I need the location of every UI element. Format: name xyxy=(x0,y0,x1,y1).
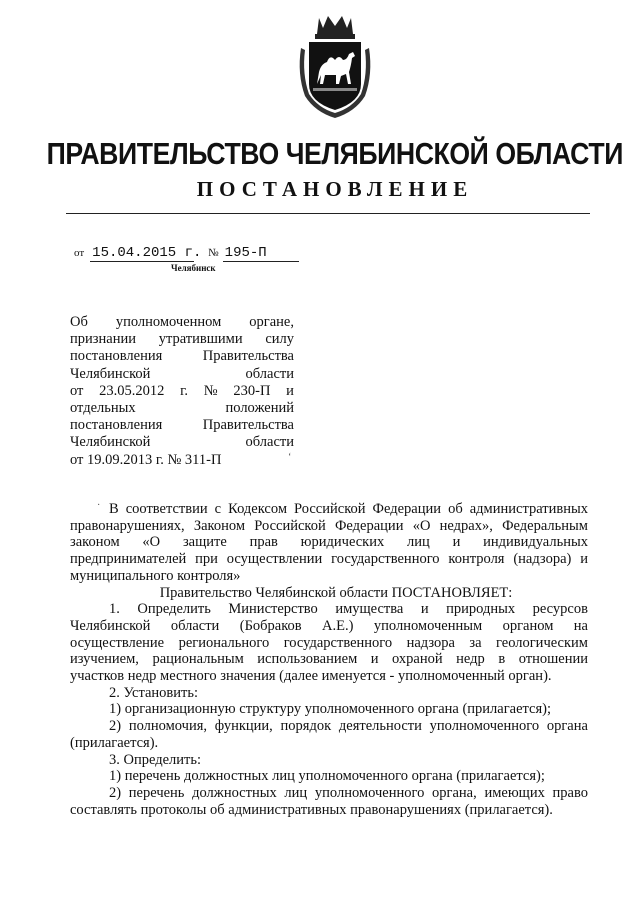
coat-of-arms-emblem xyxy=(295,14,375,120)
word: юридических xyxy=(300,534,385,551)
date-prefix: от xyxy=(74,247,85,259)
text-line xyxy=(70,348,294,365)
word: государственного xyxy=(331,551,440,568)
word: имеющих xyxy=(484,784,545,801)
word: 2) xyxy=(109,784,122,801)
word: отдельных xyxy=(70,399,136,416)
header-divider xyxy=(66,213,590,214)
word: Министерство xyxy=(228,601,318,618)
word: органом xyxy=(502,617,554,634)
word: и xyxy=(370,651,379,668)
word: г. xyxy=(180,382,189,399)
word: защите xyxy=(182,534,227,551)
word: Челябинской xyxy=(70,365,151,382)
word: недрах», xyxy=(439,517,493,534)
text-line xyxy=(70,452,294,469)
word: лиц xyxy=(284,784,308,801)
word: положений xyxy=(225,399,294,416)
text-line xyxy=(109,718,588,735)
word: 1. xyxy=(109,601,120,618)
item-3-1: 1) перечень должностных лиц уполномоченного органа (прилагается); xyxy=(109,768,545,785)
word: соответствии xyxy=(125,501,208,517)
word: на xyxy=(573,617,588,634)
word: уполномоченного xyxy=(429,718,540,735)
word: ресурсов xyxy=(532,601,588,618)
text-line xyxy=(70,417,294,434)
text-line xyxy=(70,434,294,451)
text-line xyxy=(109,785,588,802)
word: перечень xyxy=(128,784,185,801)
word: уполномоченного xyxy=(314,784,425,801)
number-prefix: № xyxy=(208,247,219,259)
word: Челябинской xyxy=(70,434,151,451)
word: «О xyxy=(142,534,161,551)
word: 23.05.2012 xyxy=(99,382,165,399)
word: за xyxy=(469,634,482,651)
word: от 19.09.2013 г. № 311-П xyxy=(70,451,222,468)
word: Правительства xyxy=(202,417,294,434)
margin-mark: ‘ xyxy=(288,452,292,463)
city-label: Челябинск xyxy=(171,263,216,273)
text-line xyxy=(109,501,588,518)
word: Об xyxy=(70,314,88,330)
word: органе, xyxy=(249,314,294,330)
word: 230-П xyxy=(233,382,271,399)
word: законом xyxy=(70,534,120,551)
text-line xyxy=(70,331,294,348)
text-line xyxy=(109,601,588,618)
word: составлять протоколы об административных правонарушениях (прилагается). xyxy=(70,801,553,818)
word: полномочия, xyxy=(128,718,208,735)
word: осуществлении xyxy=(226,551,323,568)
word: рациональным xyxy=(152,651,244,668)
word: (надзора) xyxy=(513,551,572,568)
government-title: ПРАВИТЕЛЬСТВО ЧЕЛЯБИНСКОЙ ОБЛАСТИ xyxy=(46,136,623,171)
text-line xyxy=(70,568,588,585)
word: административных xyxy=(469,501,588,517)
word: надзора xyxy=(406,634,455,651)
word: области xyxy=(170,617,220,634)
resolves-line: Правительство Челябинской области ПОСТАНОВЛЯЕТ: xyxy=(159,584,513,601)
word: области xyxy=(245,365,294,382)
preamble xyxy=(70,501,588,585)
document-type: ПОСТАНОВЛЕНИЕ xyxy=(196,177,474,201)
text-line xyxy=(70,366,294,383)
word: утратившими xyxy=(158,331,243,348)
text-line xyxy=(70,383,294,400)
word: отношении xyxy=(518,651,588,668)
text-line xyxy=(70,534,588,551)
word: признании xyxy=(70,331,136,348)
word: Законом xyxy=(193,517,246,534)
word: лиц xyxy=(407,534,430,551)
word: Российской xyxy=(254,517,326,534)
word: деятельности xyxy=(338,718,422,735)
word: в xyxy=(498,651,506,668)
word: (Бобраков xyxy=(239,617,302,634)
word: уполномоченном xyxy=(115,314,222,330)
item-1 xyxy=(70,601,588,685)
registration-line xyxy=(74,245,299,262)
word: геологическим xyxy=(496,634,588,651)
word: А.Е.) xyxy=(322,617,354,634)
word: 2) xyxy=(109,718,122,735)
word: от xyxy=(70,382,84,399)
word: регионального xyxy=(178,634,270,651)
word: Российской xyxy=(294,501,366,517)
word: с xyxy=(214,501,222,517)
word: об xyxy=(448,501,463,517)
word: В xyxy=(109,501,119,517)
word: уполномоченным xyxy=(373,617,483,634)
document-subject xyxy=(70,314,294,469)
word: функции, xyxy=(214,718,273,735)
word: недр xyxy=(456,651,485,668)
text-line xyxy=(70,314,294,331)
word: использованием xyxy=(257,651,358,668)
word: осуществление xyxy=(70,634,165,651)
word: предпринимателей xyxy=(70,551,187,568)
word: органа, xyxy=(432,784,477,801)
item-3-heading: 3. Определить: xyxy=(109,751,202,768)
word: имущества xyxy=(335,601,404,618)
document-number: 195-П xyxy=(223,245,299,262)
item-3-2 xyxy=(70,785,588,818)
word: № xyxy=(203,382,218,399)
word: правонарушениях, xyxy=(70,517,185,534)
word: контроля xyxy=(448,551,505,568)
word: Правительства xyxy=(202,348,294,365)
word: и xyxy=(420,601,429,618)
word: (прилагается). xyxy=(70,734,159,751)
word: и xyxy=(452,534,461,551)
text-line xyxy=(70,518,588,535)
word: Определить xyxy=(137,601,211,618)
margin-mark: · xyxy=(97,500,101,511)
text-line xyxy=(70,651,588,668)
word: органа xyxy=(546,718,588,735)
item-2-heading: 2. Установить: xyxy=(109,684,199,701)
word: Кодексом xyxy=(228,501,288,517)
document-date: 15.04.2015 г. xyxy=(92,245,202,261)
word: Челябинской xyxy=(70,617,151,634)
item-2-1: 1) организационную структуру уполномоченного органа (прилагается); xyxy=(109,701,552,718)
word: области xyxy=(245,434,294,451)
text-line xyxy=(70,618,588,635)
text-line xyxy=(70,802,588,819)
text-line xyxy=(70,668,588,685)
word: изучением, xyxy=(70,651,139,668)
word: охраной xyxy=(392,651,443,668)
text-line xyxy=(70,735,588,752)
word: силу xyxy=(265,331,294,348)
word: государственного xyxy=(283,634,393,651)
document-body xyxy=(70,501,588,818)
word: должностных xyxy=(192,784,277,801)
word: Федеральным xyxy=(502,517,588,534)
word: и xyxy=(286,382,294,399)
word: и xyxy=(580,551,588,568)
word: постановления xyxy=(70,348,163,365)
text-line xyxy=(70,400,294,417)
word: при xyxy=(195,551,218,568)
word: индивидуальных xyxy=(483,534,588,551)
text-line xyxy=(70,551,588,568)
word: «О xyxy=(412,517,431,534)
word: право xyxy=(552,784,588,801)
word: Федерации xyxy=(372,501,442,517)
word: природных xyxy=(446,601,516,618)
word: прав xyxy=(249,534,278,551)
word: порядок xyxy=(280,718,332,735)
word: участков недр местного значения (далее именуется - уполномоченный орган). xyxy=(70,668,552,685)
word: постановления xyxy=(70,417,163,434)
text-line xyxy=(70,635,588,652)
word: Федерации xyxy=(334,517,404,534)
item-2-2 xyxy=(70,718,588,751)
word: муниципального контроля» xyxy=(70,567,241,584)
